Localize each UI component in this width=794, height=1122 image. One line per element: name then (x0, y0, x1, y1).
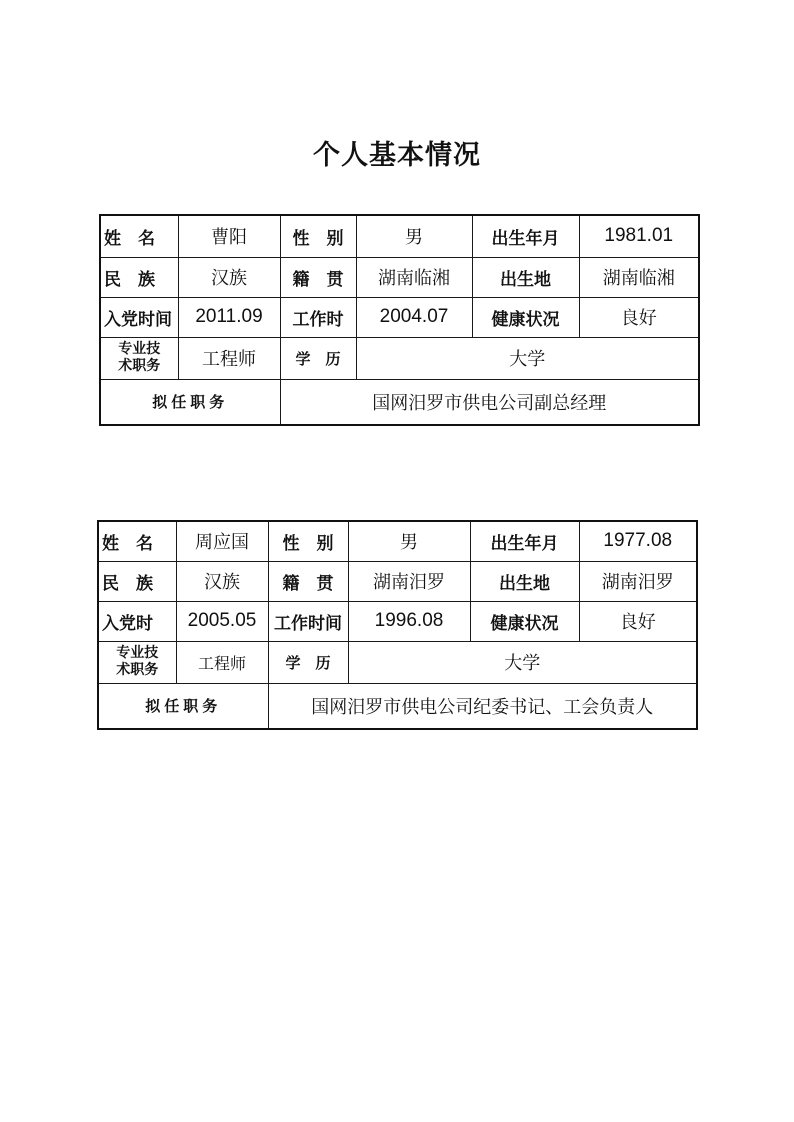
tech-title-label-line2: 术职务 (118, 358, 161, 374)
education-label: 学 历 (268, 641, 348, 683)
birthplace-value: 湖南汨罗 (579, 561, 697, 601)
position-label: 拟任职务 (98, 683, 268, 729)
education-label: 学 历 (280, 337, 356, 379)
gender-label: 性 别 (280, 215, 356, 257)
name-value: 曹阳 (178, 215, 280, 257)
name-label: 姓 名 (100, 215, 178, 257)
birthplace-value: 湖南临湘 (579, 257, 699, 297)
tech-title-label-line2: 术职务 (116, 662, 159, 678)
personal-info-table-1 (99, 214, 700, 426)
gender-value: 男 (348, 521, 470, 561)
work-start-value: 2004.07 (356, 297, 472, 337)
birth-value: 1977.08 (579, 521, 697, 561)
table-row (98, 683, 697, 729)
party-join-value: 2005.05 (176, 601, 268, 641)
table-row (98, 521, 697, 561)
ethnicity-value: 汉族 (178, 257, 280, 297)
health-value: 良好 (579, 297, 699, 337)
table-row (100, 215, 699, 257)
ethnicity-value: 汉族 (176, 561, 268, 601)
table-row (100, 379, 699, 425)
position-value: 国网汨罗市供电公司纪委书记、工会负责人 (268, 683, 697, 729)
tech-title-value: 工程师 (178, 337, 280, 379)
personal-info-table-2 (97, 520, 698, 730)
native-place-label: 籍 贯 (268, 561, 348, 601)
ethnicity-label: 民 族 (100, 257, 178, 297)
native-place-value: 湖南临湘 (356, 257, 472, 297)
education-value: 大学 (348, 641, 697, 683)
health-value: 良好 (579, 601, 697, 641)
birth-label: 出生年月 (472, 215, 579, 257)
party-join-label: 入党时 (98, 601, 176, 641)
birthplace-label: 出生地 (470, 561, 579, 601)
education-value: 大学 (356, 337, 699, 379)
position-label: 拟任职务 (100, 379, 280, 425)
tech-title-label-line1: 专业技 (116, 645, 159, 661)
tech-title-value: 工程师 (176, 641, 268, 683)
health-label: 健康状况 (470, 601, 579, 641)
table-row (100, 297, 699, 337)
gender-label: 性 别 (268, 521, 348, 561)
page-title: 个人基本情况 (313, 140, 481, 171)
tech-title-label (98, 641, 176, 683)
table-row (98, 641, 697, 683)
work-start-label: 工作时 (280, 297, 356, 337)
name-value: 周应国 (176, 521, 268, 561)
ethnicity-label: 民 族 (98, 561, 176, 601)
name-label: 姓 名 (98, 521, 176, 561)
birth-label: 出生年月 (470, 521, 579, 561)
birth-value: 1981.01 (579, 215, 699, 257)
position-value: 国网汨罗市供电公司副总经理 (280, 379, 699, 425)
birthplace-label: 出生地 (472, 257, 579, 297)
native-place-label: 籍 贯 (280, 257, 356, 297)
table-row (100, 337, 699, 379)
tech-title-label (100, 337, 178, 379)
party-join-value: 2011.09 (178, 297, 280, 337)
health-label: 健康状况 (472, 297, 579, 337)
gender-value: 男 (356, 215, 472, 257)
table-row (98, 601, 697, 641)
party-join-label: 入党时间 (100, 297, 178, 337)
native-place-value: 湖南汨罗 (348, 561, 470, 601)
table-row (100, 257, 699, 297)
tech-title-label-line1: 专业技 (118, 341, 161, 357)
table-row (98, 561, 697, 601)
work-start-label: 工作时间 (268, 601, 348, 641)
work-start-value: 1996.08 (348, 601, 470, 641)
